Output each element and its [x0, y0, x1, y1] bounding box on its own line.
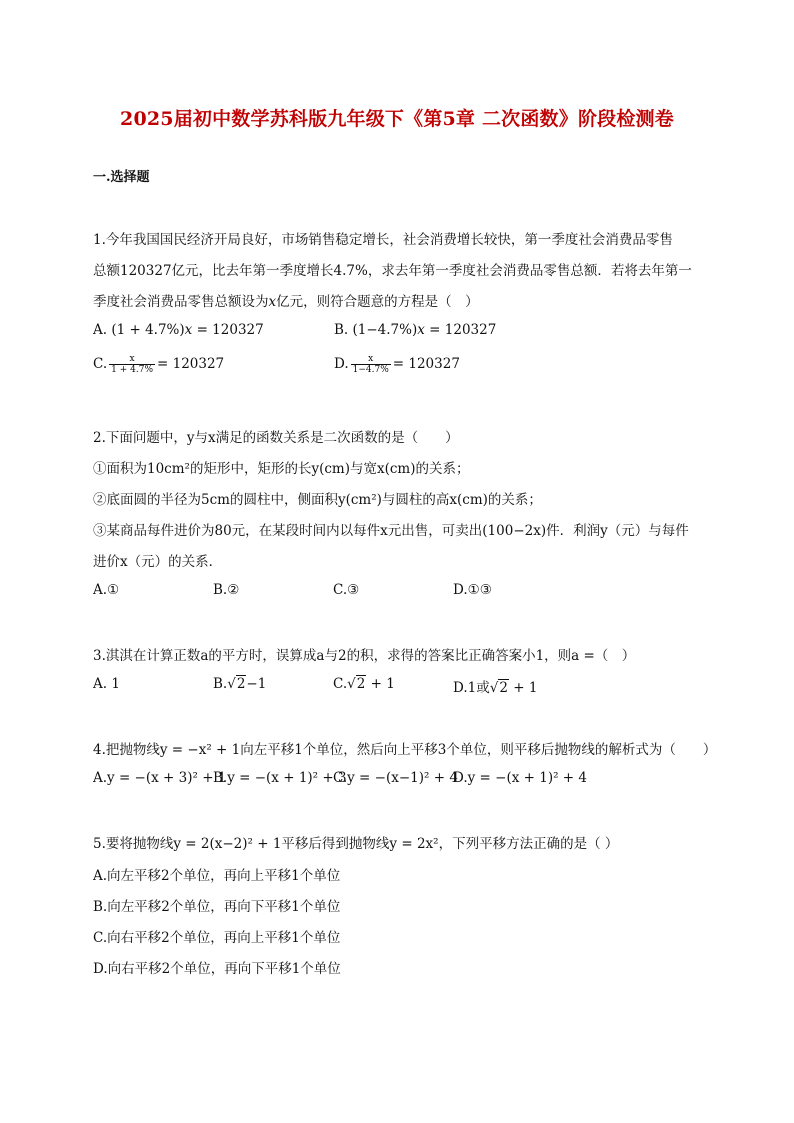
q2-option-b: B.②	[213, 582, 240, 598]
q3-option-d: D.1或√2 + 1	[453, 680, 538, 696]
q1-stem-line-1: 1.今年我国国民经济开局良好，市场销售稳定增长，社会消费增长较快，第一季度社会消费品零售	[93, 232, 673, 248]
q5-option-a: A.向左平移2个单位，再向上平移1个单位	[93, 868, 341, 884]
q1-stem-line-2: 总额120327亿元，比去年第一季度增长4.7%，求去年第一季度社会消费品零售总额．若将去年第一	[93, 263, 692, 279]
q2-statement-3-line-2: 进价x（元）的关系．	[93, 554, 223, 570]
q1-stem-line-3: 季度社会消费品零售总额设为x亿元，则符合题意的方程是（ ）	[93, 294, 479, 310]
q2-option-a: A.①	[93, 582, 120, 598]
q4-option-a: A.y = −(x + 3)² + 1	[93, 770, 227, 786]
q4-option-d: D.y = −(x + 1)² + 4	[453, 770, 587, 786]
q3-stem: 3.淇淇在计算正数a的平方时，误算成a与2的积，求得的答案比正确答案小1，则a =（ ）	[93, 648, 636, 664]
q2-statement-1: ①面积为10cm²的矩形中，矩形的长y(cm)与宽x(cm)的关系；	[93, 461, 470, 477]
q1-option-a: A. (1 + 4.7%)x = 120327	[93, 322, 264, 338]
q3-option-c: C.√2 + 1	[333, 676, 395, 692]
sqrt-symbol: √2	[347, 676, 366, 692]
sqrt-symbol: √2	[489, 680, 508, 696]
fraction: $\frac{x}{1 + 4.7\%}$	[111, 354, 153, 375]
section-heading: 一.选择题	[93, 170, 150, 185]
q2-statement-3-line-1: ③某商品每件进价为80元，在某段时间内以每件x元出售，可卖出(100−2x)件．利润y（元）与每件	[93, 523, 689, 539]
q4-option-c: C.y = −(x−1)² + 4	[333, 770, 458, 786]
q1-option-b: B. (1−4.7%)x = 120327	[334, 322, 497, 338]
q1-option-d: D. $\frac{x}{1-4.7\%}$ = 120327	[334, 354, 460, 375]
q1-option-c: C. $\frac{x}{1 + 4.7\%}$ = 120327	[93, 354, 225, 375]
page-title: 2025届初中数学苏科版九年级下《第5章 二次函数》阶段检测卷	[120, 108, 674, 130]
fraction: $\frac{x}{1-4.7\%}$	[352, 354, 389, 375]
q2-option-c: C.③	[333, 582, 360, 598]
q2-option-d: D.①③	[453, 582, 492, 598]
q4-option-b: B.y = −(x + 1)² + 3	[213, 770, 347, 786]
q3-option-a: A. 1	[93, 676, 120, 692]
sqrt-symbol: √2	[227, 676, 246, 692]
q5-option-c: C.向右平移2个单位，再向上平移1个单位	[93, 930, 341, 946]
q4-stem: 4.把抛物线y = −x² + 1向左平移1个单位，然后向上平移3个单位，则平移后抛物线的解析式为（ ）	[93, 742, 717, 758]
q5-stem: 5.要将抛物线y = 2(x−2)² + 1平移后得到抛物线y = 2x²，下列平移方法正确的是（ ）	[93, 836, 619, 852]
q2-stem: 2.下面问题中，y与x满足的函数关系是二次函数的是（ ）	[93, 430, 459, 446]
q5-option-b: B.向左平移2个单位，再向下平移1个单位	[93, 899, 341, 915]
q3-option-b: B.√2−1	[213, 676, 267, 692]
q2-statement-2: ②底面圆的半径为5cm的圆柱中，侧面积y(cm²)与圆柱的高x(cm)的关系；	[93, 492, 542, 508]
q5-option-d: D.向右平移2个单位，再向下平移1个单位	[93, 961, 341, 977]
